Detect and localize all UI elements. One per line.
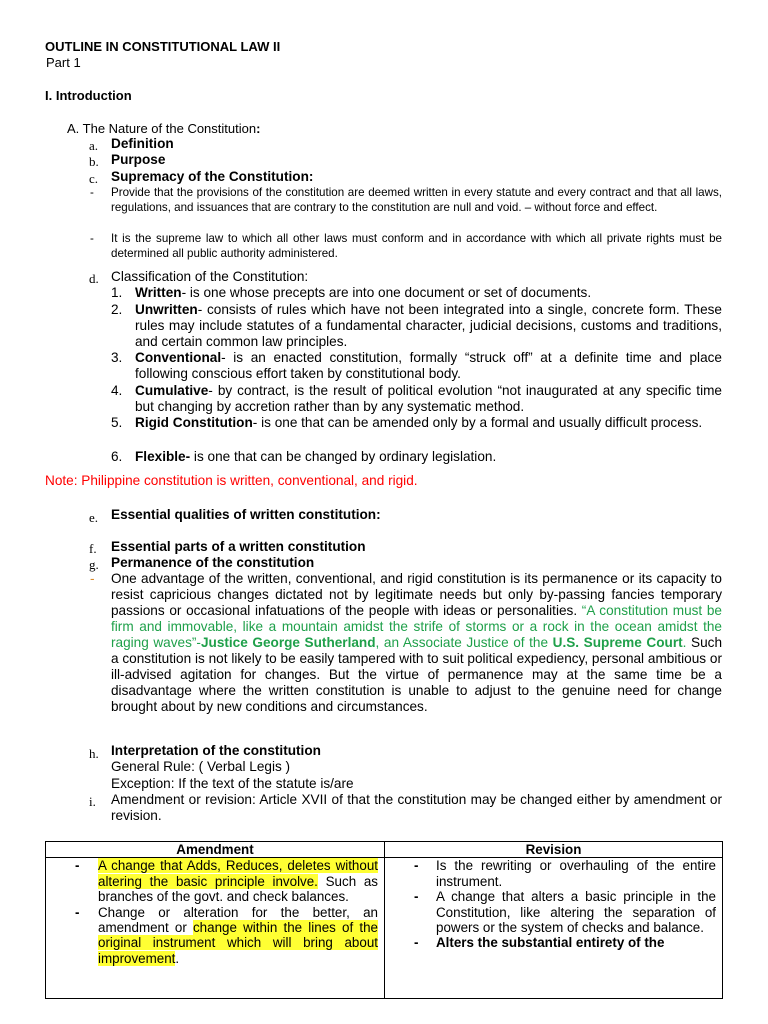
general-rule: General Rule: ( Verbal Legis ) bbox=[111, 759, 291, 774]
class-conventional: Conventional- is an enacted constitution, formally “struck off” at a definite time and place following conscious effort taken by constitutional body. bbox=[135, 350, 722, 381]
item-amendment-revision: Amendment or revision: Article XVII of that the constitution may be changed either by amendment or revision. bbox=[111, 792, 722, 823]
item-marker-b: b. bbox=[89, 154, 99, 169]
subsection-heading: A. The Nature of the Constitution: bbox=[67, 121, 261, 136]
amendment-header: Amendment bbox=[46, 842, 385, 858]
item-interpretation: Interpretation of the constitution bbox=[111, 743, 321, 758]
item-marker-f: f. bbox=[89, 541, 97, 556]
amendment-cell bbox=[46, 858, 385, 999]
bullet-dash: - bbox=[90, 186, 94, 199]
item-marker-i: i. bbox=[89, 794, 96, 809]
revision-item-3: - Alters the substantial entirety of the bbox=[414, 935, 665, 951]
item-supremacy: Supremacy of the Constitution: bbox=[111, 169, 314, 184]
item-marker-a: a. bbox=[89, 138, 99, 153]
revision-header: Revision bbox=[385, 842, 723, 858]
class-num-5: 5. bbox=[111, 415, 123, 430]
class-num-3: 3. bbox=[111, 350, 123, 365]
item-purpose: Purpose bbox=[111, 152, 166, 167]
exception-rule: Exception: If the text of the statute is/are bbox=[111, 776, 354, 791]
item-essential-parts: Essential parts of a written constitution bbox=[111, 539, 366, 554]
item-definition: Definition bbox=[111, 136, 174, 151]
justice-name: Justice George Sutherland bbox=[200, 635, 376, 650]
item-marker-d: d. bbox=[89, 271, 99, 286]
document-title: OUTLINE IN CONSTITUTIONAL LAW II bbox=[45, 39, 281, 54]
permanence-paragraph: One advantage of the written, conventional, and rigid constitution is its permanence or its capacity to resist capricious changes dictated not by legitimate needs but only by-passing fancies temporary passions or occasional infatuations of the people with ideas or personalities. “A constitution must be firm and immovable, like a mountain amidst the strife of storms or a rock in the ocean amidst the raging waves”-Justice George Sutherland, an Associate Justice of the U.S. Supreme Court. Such a constitution is not likely to be easily tampered with to suit political expediency, personal ambitious or ill-advised agitation for changes. But the virtue of permanence may at the same time be a disadvantage where the written constitution is unable to adjust to the genuine need for change brought about by new conditions and circumstances. bbox=[111, 571, 722, 714]
item-permanence: Permanence of the constitution bbox=[111, 555, 315, 570]
amendment-item-2: - Change or alteration for the better, an amendment or change within the lines of the original instrument which will bring about improvement. bbox=[75, 904, 378, 966]
section-heading: I. Introduction bbox=[45, 88, 132, 103]
class-unwritten: Unwritten- consists of rules which have not been integrated into a single, concrete form. These rules may include statutes of a fundamental character, judicial decisions, customs and traditions, and certain common law principles. bbox=[135, 302, 722, 349]
bullet-dash: - bbox=[90, 571, 95, 586]
class-num-4: 4. bbox=[111, 383, 123, 398]
class-flexible: Flexible- is one that can be changed by ordinary legislation. bbox=[135, 449, 497, 464]
supremacy-bullet-2: It is the supreme law to which all other laws must conform and in accordance with which all private rights must be determined all public authority administered. bbox=[111, 232, 722, 260]
item-marker-g: g. bbox=[89, 557, 99, 572]
sutherland-quote: “A constitution must be firm and immovable, like a mountain amidst the strife of storms or a rock in the ocean amidst the raging waves”- bbox=[111, 603, 722, 650]
amendment-item-1: - A change that Adds, Reduces, deletes without altering the basic principle involve. Such as branches of the govt. and check balances. bbox=[75, 858, 378, 905]
item-marker-e: e. bbox=[89, 510, 99, 525]
item-classification: Classification of the Constitution: bbox=[111, 269, 309, 284]
class-cumulative: Cumulative- by contract, is the result of political evolution “not inaugurated at any specific time but changing by accretion rather than by any systematic method. bbox=[135, 383, 722, 414]
amendment-revision-table bbox=[45, 841, 723, 999]
revision-cell bbox=[385, 858, 723, 999]
class-num-1: 1. bbox=[111, 285, 123, 300]
note-text: Note: Philippine constitution is written, conventional, and rigid. bbox=[45, 473, 418, 488]
class-num-6: 6. bbox=[111, 449, 123, 464]
class-rigid: Rigid Constitution- is one that can be amended only by a formal and usually difficult process. bbox=[135, 415, 703, 430]
bullet-dash: - bbox=[90, 232, 94, 245]
item-essential-qualities: Essential qualities of written constitution: bbox=[111, 507, 381, 522]
court-name: U.S. Supreme Court bbox=[552, 635, 683, 650]
supremacy-bullet-1: Provide that the provisions of the constitution are deemed written in every statute and every contract and that all laws, regulations, and issuances that are contrary to the constitution are null and void. – without force and effect. bbox=[111, 186, 722, 214]
revision-item-1: - Is the rewriting or overhauling of the entire instrument. bbox=[414, 858, 716, 889]
class-written: Written- is one whose precepts are into one document or set of documents. bbox=[135, 285, 592, 300]
item-marker-h: h. bbox=[89, 746, 99, 761]
revision-item-2: - A change that alters a basic principle in the Constitution, like altering the separation of powers or the system of checks and balance. bbox=[414, 889, 716, 936]
item-marker-c: c. bbox=[89, 171, 99, 186]
part-label: Part 1 bbox=[46, 55, 81, 70]
class-num-2: 2. bbox=[111, 302, 123, 317]
